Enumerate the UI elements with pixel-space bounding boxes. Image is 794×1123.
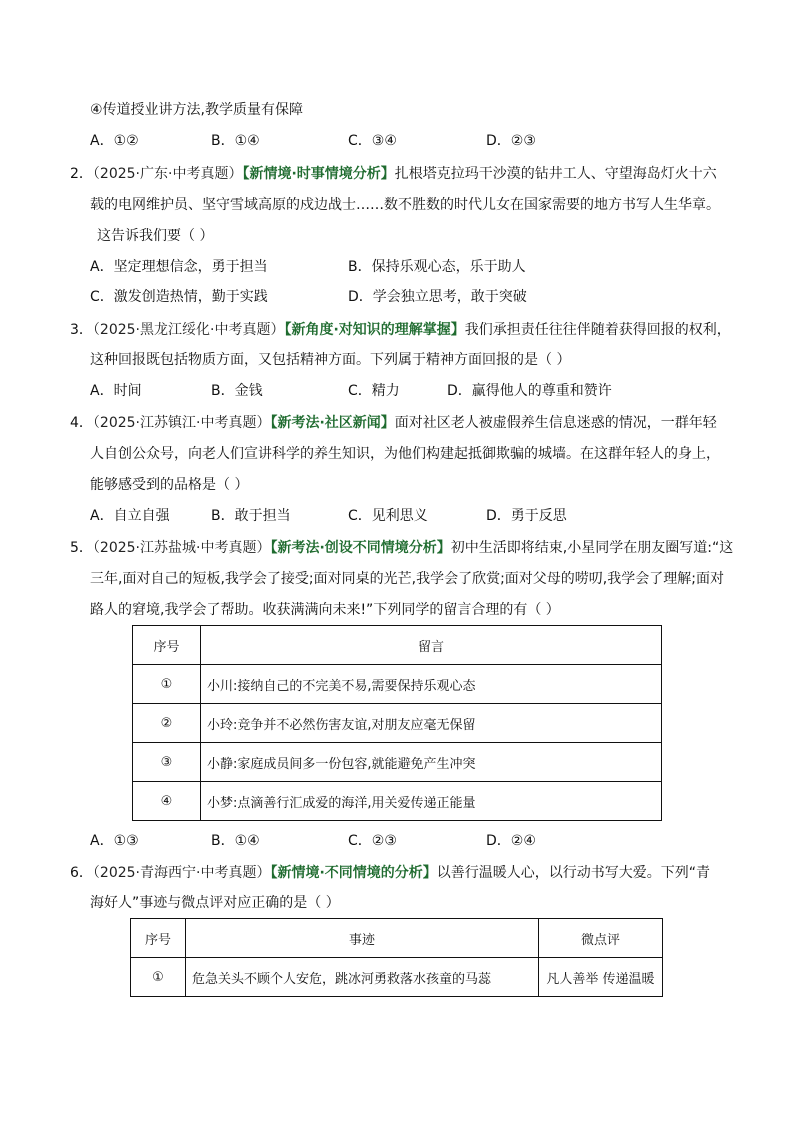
q3-option-c: C．精力	[348, 383, 400, 399]
q2-stem-text: 扎根塔克拉玛干沙漠的钻井工人、守望海岛灯火十六	[394, 166, 717, 182]
table-row	[131, 958, 663, 997]
q4-option-d: D．勇于反思	[486, 508, 567, 524]
table-cell-index: ①	[131, 958, 186, 997]
table-row	[133, 704, 662, 743]
table-header-row	[133, 626, 662, 665]
table-cell-message: 小静:家庭成员间多一份包容,就能避免产生冲突	[201, 743, 662, 782]
q4-source: （2025·江苏镇江·中考真题）	[92, 415, 271, 431]
q3-option-a: A．时间	[90, 383, 142, 399]
q4-number: 4．	[70, 415, 93, 431]
table-cell-index: ①	[133, 665, 201, 704]
q3-stem-text: 我们承担责任往往伴随着获得回报的权利，	[464, 322, 731, 338]
q5-option-c: C．②③	[348, 833, 397, 849]
q3-number: 3．	[70, 322, 93, 338]
table-header-index: 序号	[133, 626, 201, 665]
q2-source: （2025·广东·中考真题）	[92, 166, 243, 182]
q2-stem-line2: 载的电网维护员、坚守雪域高原的戍边战士……数不胜数的时代儿女在国家需要的地方书写人生华章。	[90, 197, 720, 213]
q2-option-c: C．激发创造热情，勤于实践	[90, 289, 268, 305]
q5-option-d: D．②④	[486, 833, 536, 849]
q3-option-b: B．金钱	[211, 383, 263, 399]
q4-option-c: C．见利思义	[348, 508, 428, 524]
table-cell-index: ②	[133, 704, 201, 743]
q6-tag: 【新情境·不同情境的分析】	[270, 865, 437, 881]
q2-number: 2．	[70, 166, 93, 182]
q5-message-table	[132, 625, 662, 821]
q3-stem-line2: 这种回报既包括物质方面，又包括精神方面。下列属于精神方面回报的是（ ）	[90, 352, 571, 368]
table-cell-message: 小梦:点滴善行汇成爱的海洋,用关爱传递正能量	[201, 782, 662, 821]
table-cell-message: 小玲:竞争并不必然伤害友谊,对朋友应毫无保留	[201, 704, 662, 743]
table-cell-comment: 凡人善举 传递温暖	[539, 958, 663, 997]
q4-stem-line2: 人自创公众号，向老人们宣讲科学的养生知识，为他们构建起抵御欺骗的城墙。在这群年轻人的身上，	[90, 446, 720, 462]
q1-option-b: B．①④	[211, 133, 260, 149]
q4-stem-line1	[70, 413, 717, 433]
q6-stem-line2: 海好人”事迹与微点评对应正确的是（ ）	[90, 895, 340, 911]
q3-tag: 【新角度·对知识的理解掌握】	[284, 322, 465, 338]
table-header-index: 序号	[131, 919, 186, 958]
q2-option-b: B．保持乐观心态，乐于助人	[348, 259, 526, 275]
q5-number: 5．	[70, 540, 93, 556]
q2-stem-line1	[70, 164, 717, 184]
q5-tag: 【新考法·创设不同情境分析】	[270, 540, 451, 556]
table-cell-index: ④	[133, 782, 201, 821]
table-cell-index: ③	[133, 743, 201, 782]
q3-option-d: D．赢得他人的尊重和赞许	[447, 383, 612, 399]
q1-option-c: C．③④	[348, 133, 397, 149]
table-header-message: 留言	[201, 626, 662, 665]
q2-option-a: A．坚定理想信念，勇于担当	[90, 259, 268, 275]
table-row	[133, 782, 662, 821]
q4-stem-text: 面对社区老人被虚假养生信息迷惑的情况，一群年轻	[394, 415, 717, 431]
table-row	[133, 665, 662, 704]
q6-number: 6．	[70, 865, 93, 881]
q4-option-b: B．敢于担当	[211, 508, 291, 524]
q6-source: （2025·青海西宁·中考真题）	[92, 865, 271, 881]
q5-stem-line3: 路人的窘境,我学会了帮助。收获满满向未来!”下列同学的留言合理的有（ ）	[90, 602, 560, 618]
q5-source: （2025·江苏盐城·中考真题）	[92, 540, 271, 556]
q1-option-d: D．②③	[486, 133, 536, 149]
q2-stem-line3: 这告诉我们要（ ）	[97, 228, 214, 244]
q4-stem-line3: 能够感受到的品格是（ ）	[90, 477, 249, 493]
q2-option-d: D．学会独立思考，敢于突破	[348, 289, 527, 305]
q3-source: （2025·黑龙江绥化·中考真题）	[92, 322, 285, 338]
q5-option-a: A．①③	[90, 833, 139, 849]
q2-tag: 【新情境·时事情境分析】	[242, 166, 395, 182]
q5-stem-line1	[70, 538, 733, 558]
table-row	[133, 743, 662, 782]
table-header-deed: 事迹	[186, 919, 539, 958]
q6-deed-table	[130, 918, 663, 997]
table-cell-deed: 危急关头不顾个人安危，跳冰河勇救落水孩童的马蕊	[186, 958, 539, 997]
q4-option-a: A．自立自强	[90, 508, 170, 524]
q4-tag: 【新考法·社区新闻】	[270, 415, 395, 431]
q5-stem-text: 初中生活即将结束,小星同学在朋友圈写道:“这	[450, 540, 734, 556]
q5-stem-line2: 三年,面对自己的短板,我学会了接受;面对同桌的光芒,我学会了欣赏;面对父母的唠叨,我学会了理解;面对	[90, 571, 724, 587]
table-cell-message: 小川:接纳自己的不完美不易,需要保持乐观心态	[201, 665, 662, 704]
q1-item-4: ④传道授业讲方法,教学质量有保障	[90, 102, 304, 118]
q6-stem-line1	[70, 863, 710, 883]
table-header-comment: 微点评	[539, 919, 663, 958]
q6-stem-text: 以善行温暖人心，以行动书写大爱。下列“青	[436, 865, 711, 881]
q1-option-a: A．①②	[90, 133, 139, 149]
table-header-row	[131, 919, 663, 958]
q5-option-b: B．①④	[211, 833, 260, 849]
q3-stem-line1	[70, 320, 731, 340]
